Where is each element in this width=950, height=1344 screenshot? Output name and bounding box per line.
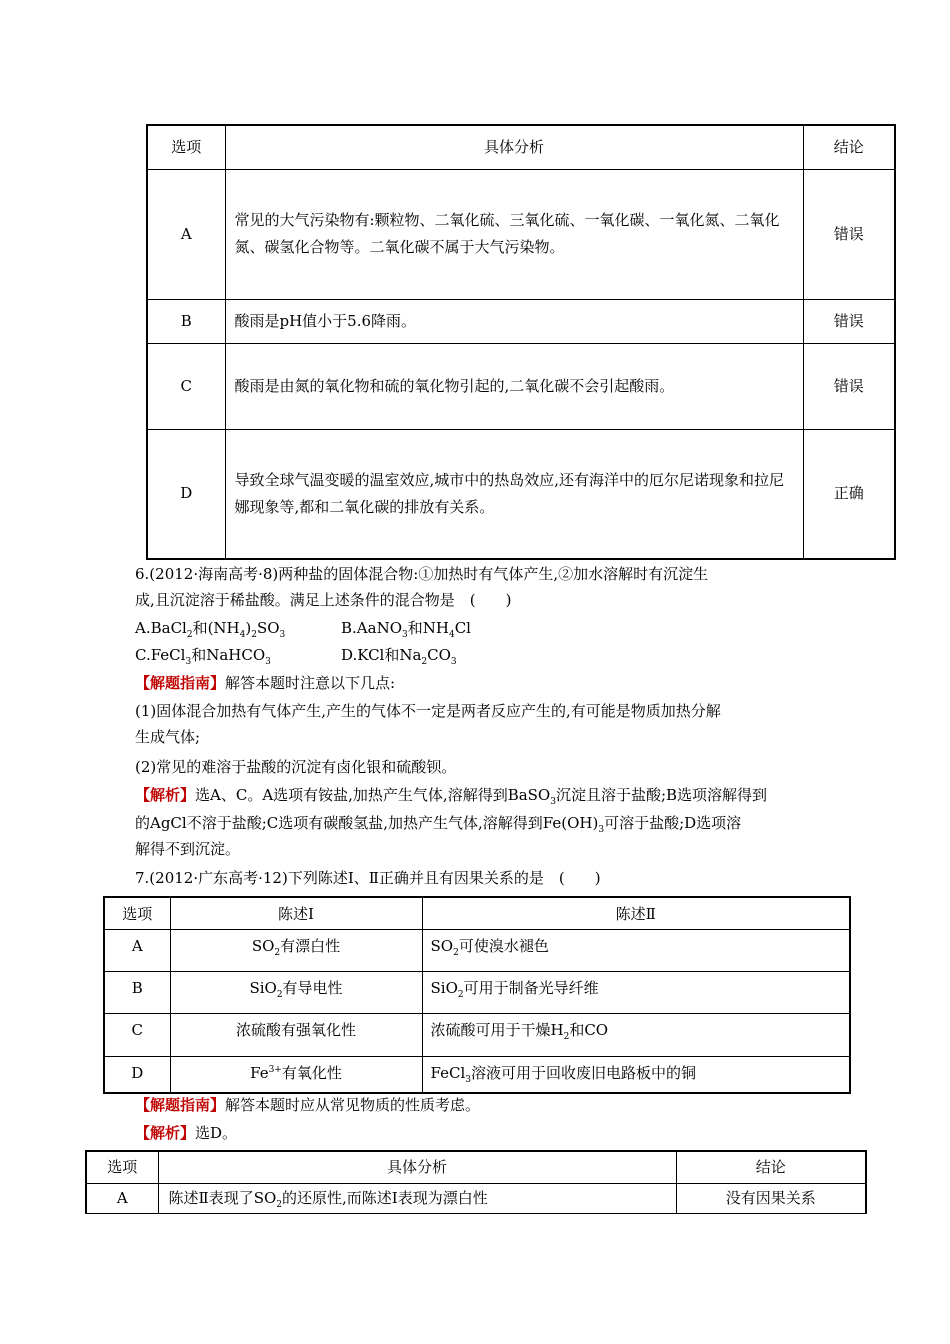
- q7-stem: 7.(2012·广东高考·12)下列陈述Ⅰ、Ⅱ正确并且有因果关系的是 ( ): [135, 869, 601, 887]
- table-header-row: [86, 1151, 866, 1183]
- row-analysis: 常见的大气污染物有:颗粒物、二氧化硫、三氧化硫、一氧化碳、一氧化氮、二氧化氮、碳氢化合物等。二氧化碳不属于大气污染物。: [225, 169, 803, 299]
- header-conclusion: 结论: [803, 125, 895, 169]
- statements-table-q7: [103, 896, 851, 1094]
- row-option: A: [147, 169, 225, 299]
- row-analysis: 导致全球气温变暖的温室效应,城市中的热岛效应,还有海洋中的厄尔尼诺现象和拉尼娜现象等,都和二氧化碳的排放有关系。: [225, 429, 803, 559]
- header-statement-2: 陈述Ⅱ: [422, 897, 850, 929]
- q6-option-d: D.KCl和$Na_2CO_3$: [341, 646, 457, 667]
- table-header-row: [147, 125, 895, 169]
- row-conclusion: 错误: [803, 299, 895, 343]
- row-option: D: [104, 1056, 170, 1093]
- row-statement-2: $SO_2$可使溴水褪色: [422, 929, 850, 971]
- header-option: 选项: [86, 1151, 158, 1183]
- row-analysis: 陈述Ⅱ表现了$SO_2$的还原性,而陈述Ⅰ表现为漂白性: [158, 1183, 676, 1213]
- q6-point2: (2)常见的难溶于盐酸的沉淀有卤化银和硫酸钡。: [135, 758, 457, 776]
- table-row: [147, 343, 895, 429]
- q6-stem-line2: 成,且沉淀溶于稀盐酸。满足上述条件的混合物是 ( ): [135, 591, 512, 609]
- header-analysis: 具体分析: [158, 1151, 676, 1183]
- row-statement-2: FeCl$_3$溶液可用于回收废旧电路板中的铜: [422, 1056, 850, 1093]
- row-statement-1: 浓硫酸有强氧化性: [170, 1013, 422, 1056]
- q6-guide: 【解题指南】解答本题时注意以下几点:: [135, 674, 396, 692]
- row-conclusion: 正确: [803, 429, 895, 559]
- analysis-tag: 【解析】: [135, 1124, 196, 1142]
- row-option: C: [147, 343, 225, 429]
- row-analysis: 酸雨是由氮的氧化物和硫的氧化物引起的,二氧化碳不会引起酸雨。: [225, 343, 803, 429]
- q6-point1-line2: 生成气体;: [135, 728, 201, 746]
- analysis-tag: 【解析】: [135, 786, 196, 804]
- q7-guide: 【解题指南】解答本题时应从常见物质的性质考虑。: [135, 1096, 481, 1114]
- row-statement-1: $Fe^{3+}$有氧化性: [170, 1056, 422, 1093]
- row-statement-1: SiO$_2$有导电性: [170, 971, 422, 1013]
- q6-stem-line1: 6.(2012·海南高考·8)两种盐的固体混合物:①加热时有气体产生,②加水溶解时有沉淀生: [135, 565, 709, 583]
- table-row: [104, 929, 850, 971]
- header-analysis: 具体分析: [225, 125, 803, 169]
- table-row: [104, 971, 850, 1013]
- row-statement-2: SiO$_2$可用于制备光导纤维: [422, 971, 850, 1013]
- row-option: A: [104, 929, 170, 971]
- table-header-row: [104, 897, 850, 929]
- guide-tag: 【解题指南】: [135, 674, 226, 692]
- header-option: 选项: [147, 125, 225, 169]
- row-option: D: [147, 429, 225, 559]
- analysis-table-q7: [85, 1150, 867, 1214]
- table-row: [147, 169, 895, 299]
- q7-analysis: 【解析】选D。: [135, 1124, 238, 1142]
- row-statement-2: 浓硫酸可用于干燥$H_2$和CO: [422, 1013, 850, 1056]
- table-row: [147, 429, 895, 559]
- row-conclusion: 错误: [803, 169, 895, 299]
- table-row: [86, 1183, 866, 1213]
- row-option: A: [86, 1183, 158, 1213]
- q6-analysis-line2: 的AgCl不溶于盐酸;C选项有碳酸氢盐,加热产生气体,溶解得到$Fe(OH)_3$可溶于盐酸;D选项溶: [135, 814, 742, 835]
- header-option: 选项: [104, 897, 170, 929]
- q6-analysis-line1: 【解析】选A、C。A选项有铵盐,加热产生气体,溶解得到BaSO$_3$沉淀且溶于盐酸;B选项溶解得到: [135, 786, 768, 807]
- q6-option-c: C.FeCl$_3$和NaHCO$_3$: [135, 646, 271, 667]
- row-conclusion: 没有因果关系: [676, 1183, 866, 1213]
- table-row: [147, 299, 895, 343]
- guide-tag: 【解题指南】: [135, 1096, 226, 1114]
- row-analysis: 酸雨是pH值小于5.6降雨。: [225, 299, 803, 343]
- q6-point1-line1: (1)固体混合加热有气体产生,产生的气体不一定是两者反应产生的,有可能是物质加热分解: [135, 702, 721, 720]
- header-statement-1: 陈述Ⅰ: [170, 897, 422, 929]
- table-row: [104, 1056, 850, 1093]
- row-conclusion: 错误: [803, 343, 895, 429]
- row-option: B: [104, 971, 170, 1013]
- q6-option-a: A.BaCl$_2$和$(NH_4)_2SO_3$: [135, 619, 286, 640]
- header-conclusion: 结论: [676, 1151, 866, 1183]
- row-option: C: [104, 1013, 170, 1056]
- row-option: B: [147, 299, 225, 343]
- analysis-table-q5: [146, 124, 896, 560]
- table-row: [104, 1013, 850, 1056]
- row-statement-1: $SO_2$有漂白性: [170, 929, 422, 971]
- q6-option-b: B.AaNO$_3$和$NH_4Cl$: [341, 619, 471, 640]
- q6-analysis-line3: 解得不到沉淀。: [135, 840, 241, 858]
